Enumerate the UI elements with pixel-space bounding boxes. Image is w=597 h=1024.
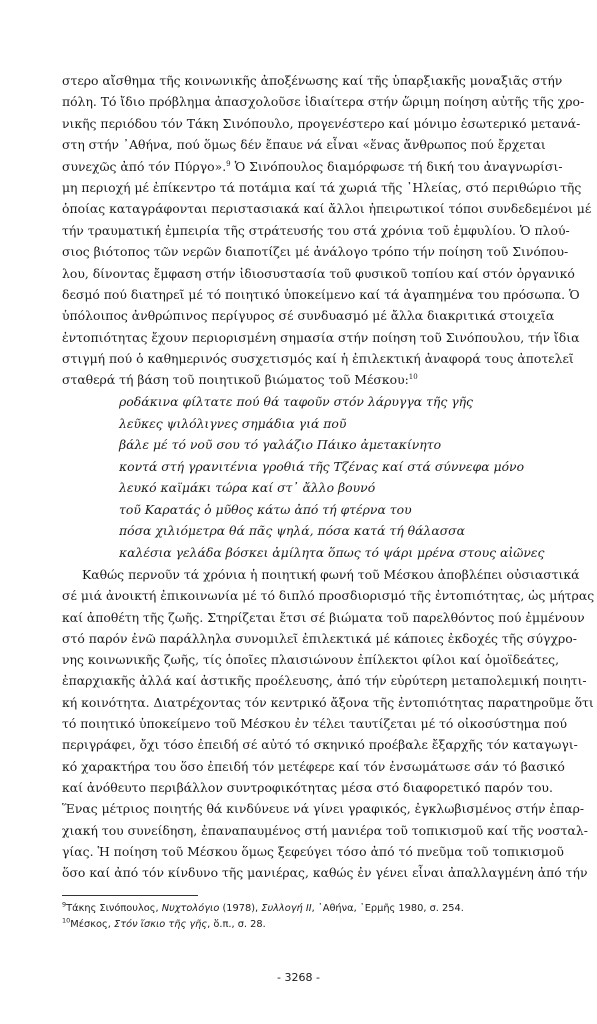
footnote-collection: Συλλογή ΙΙ	[261, 903, 312, 914]
poem-line: κοντά στή γρανιτένια γροθιά τῆς Τζένας καί στά σύννεφα μόνο	[119, 458, 525, 474]
footnote-text: (1978),	[219, 903, 262, 914]
text-line: στη στήν ᾿Αθήνα, πού ὅμως δέν ἔπαυε νά εἶναι «ἕνας ἄνθρωπος πού ἔρχεται	[62, 137, 546, 153]
text-line: στό παρόν ἐνῶ παράλληλα συνομιλεῖ ἐπιλεκτικά μέ κάποιες ἐκδοχές τῆς σύγχρο-	[62, 630, 577, 646]
text-line: στερο αἴσθημα τῆς κοινωνικῆς ἀποξένωσης καί τῆς ὑπαρξιακῆς μοναξιᾶς στήν	[62, 73, 563, 88]
text-line: καί ἀνόθευτο περιβάλλον συντροφικότητας μέσα στό διαφορετικό παρόν του.	[62, 779, 553, 795]
footnote-ref-9[interactable]: 9	[226, 159, 231, 168]
text-line: νικῆς περιόδου τόν Τάκη Σινόπουλο, προγενέστερο καί μόνιμο ἐσωτερικό μετανά-	[62, 115, 581, 131]
text-line: ἐντοπιότητας ἔχουν περιορισμένη σημασία στήν ποίηση τοῦ Σινόπουλου, τήν ἴδια	[62, 329, 580, 345]
text-line: σιος βιότοπος τῶν νερῶν διαποτίζει μέ ἀνάλογο τρόπο τήν ποίηση τοῦ Σινόπου-	[62, 244, 569, 260]
footnote-number: 10	[62, 916, 71, 925]
footnote-divider	[62, 895, 198, 896]
poem-line: πόσα χιλιόμετρα θά πᾶς ψηλά, πόσα κατά τή θάλασσα	[119, 523, 466, 538]
text-line: Καθώς περνοῦν τά χρόνια ἡ ποιητική φωνή τοῦ Μέσκου ἀποβλέπει οὐσιαστικά	[82, 567, 580, 582]
footnote-text: , ὅ.π., σ. 28.	[207, 919, 266, 930]
footnote-text: Τάκης Σινόπουλος,	[66, 903, 162, 914]
poem-line: καλέσια γελάδα βόσκει ἀμίλητα ὅπως τό ψάρι μρένα στους αἰῶνες	[119, 544, 545, 560]
text-line: περιγράφει, ὄχι τόσο ἐπειδή σέ αὐτό τό σκηνικό προέβαλε ἔξαρχῆς τόν καταγωγι-	[62, 737, 578, 753]
text-line: τήν τραυματική ἐμπειρία τῆς στράτευσής του στά χρόνια τοῦ ἐμφυλίου. Ὁ πλού-	[62, 222, 570, 238]
poem-line: ροδάκινα φίλτατε πού θά ταφοῦν στόν λάρυγγα τῆς γῆς	[119, 394, 473, 409]
text-line: καί ἀποθέτη τῆς ζωῆς. Στηρίζεται ἔτσι σέ βιώματα τοῦ παρελθόντος πού ἐμμένουν	[62, 609, 585, 625]
text-line	[62, 156, 563, 177]
paragraph-2	[62, 564, 595, 883]
text-segment: Ὁ Σινόπουλος διαμόρφωσε τή δική του ἀναγνωρίσι-	[234, 158, 563, 174]
text-segment: σταθερά τή βάση τοῦ ποιητικοῦ βιώματος τοῦ Μέσκου:	[62, 372, 409, 388]
poem-line: βάλε μέ τό νοῦ σου τό γαλάζιο Πάικο ἀμετακίνητο	[119, 437, 442, 452]
text-line: νης κοινωνικῆς ζωῆς, τίς ὁποῖες πλαισιώνουν ἐπίλεκτοι φίλοι καί ὁμοϊδεάτες,	[62, 652, 560, 668]
poem-line: λευκό καϊμάκι τώρα καί στ᾿ ἄλλο βουνό	[119, 480, 376, 495]
text-line: κή κοινότητα. Διατρέχοντας τόν κεντρικό ἄξονα τῆς ἐντοπιότητας παρατηροῦμε ὅτι	[62, 694, 594, 710]
text-line: χιακή του συνείδηση, ἐπαναπαυμένος στή μανιέρα τοῦ τοπικισμοῦ καί τῆς νοσταλ-	[62, 822, 588, 838]
footnote-text: , ᾿Αθήνα, ῾Ερμῆς 1980, σ. 254.	[311, 903, 464, 914]
footnote-text: Μέσκος,	[70, 919, 114, 930]
text-line: στιγμή πού ὁ καθημερινός συσχετισμός καί ἡ ἐπιλεκτική ἀναφορά τους ἀποτελεῖ	[62, 351, 574, 367]
text-line: ὅσο καί ἀπό τόν κίνδυνο τῆς μανιέρας, καθώς ἐν γένει εἶναι ἀπαλλαγμένη ἀπό τήν	[62, 865, 588, 881]
text-line: δεσμό πού διατηρεῖ μέ τό ποιητικό ὑποκείμενο καί τά ἀγαπημένα του πρόσωπα. Ὁ	[62, 286, 580, 302]
footnote-ref-10[interactable]: 10	[408, 373, 418, 382]
text-line: ὑπόλοιπος ἀνθρώπινος περίγυρος σέ συνδυασμό μέ ἄλλα διακριτικά στοιχεῖα	[62, 308, 555, 324]
paragraph-1	[62, 70, 592, 391]
text-line: Ἕνας μέτριος ποιητής θά κινδύνευε νά γίνει γραφικός, ἐγκλωβισμένος στήν ἐπαρ-	[62, 801, 585, 817]
footnote-title: Νυχτολόγιο	[161, 903, 220, 914]
footnote-title: Στόν ἴσκιο τῆς γῆς	[114, 919, 208, 930]
text-line: κό χαρακτήρα του ὅσο ἐπειδή τόν μετέφερε καί τόν ἐνσωμάτωσε σάν τό βασικό	[62, 758, 565, 774]
footnotes	[62, 901, 540, 933]
footnote-9	[62, 901, 540, 917]
text-line: λου, δίνοντας ἔμφαση στήν ἰδιοσυστασία τοῦ φυσικοῦ τοπίου καί στόν ὀργανικό	[62, 265, 575, 281]
poem-line: τοῦ Καρατάς ὁ μῦθος κάτω ἀπό τή φτέρνα του	[119, 501, 412, 517]
text-line: γίας. Ἡ ποίηση τοῦ Μέσκου ὅμως ξεφεύγει τόσο ἀπό τό πνεῦμα τοῦ τοπικισμοῦ	[62, 843, 564, 859]
text-segment: συνεχῶς ἀπό τόν Πύργο».	[62, 158, 227, 174]
text-line: πόλη. Τό ἴδιο πρόβλημα ἀπασχολοῦσε ἰδιαίτερα στήν ὥριμη ποίηση αὐτῆς τῆς χρο-	[62, 94, 585, 110]
page-number: - 3268 -	[277, 971, 320, 984]
text-line: σέ μιά ἀνοικτή ἐπικοινωνία μέ τό διπλό προσδιορισμό τῆς ἐντοπιότητας, ὡς μήτρας	[62, 588, 595, 604]
footnote-10	[62, 917, 540, 933]
text-line: ἐπαρχιακῆς ἀλλά καί ἀστικῆς προέλευσης, ἀπό τήν εὐρύτερη μεταπολεμική ποιητι-	[62, 673, 587, 689]
poem-quote	[119, 391, 545, 563]
text-line	[62, 369, 540, 390]
text-line: ὁποίας καταγράφονται περιστασιακά καί ἄλλοι ἠπειρωτικοί τόποι συνδεδεμένοι μέ	[62, 201, 592, 217]
poem-line: λεῦκες ψιλόλιγνες σημάδια γιά ποῦ	[119, 415, 347, 431]
text-line: τό ποιητικό ὑποκείμενο τοῦ Μέσκου ἐν τέλει ταυτίζεται μέ τό οἰκοσύστημα πού	[62, 716, 568, 732]
text-line: μη περιοχή μέ ἐπίκεντρο τά ποτάμια καί τά χωριά τῆς ᾿Ηλείας, στό περιθώριο τῆς	[62, 179, 582, 195]
footnote-number: 9	[62, 900, 67, 909]
